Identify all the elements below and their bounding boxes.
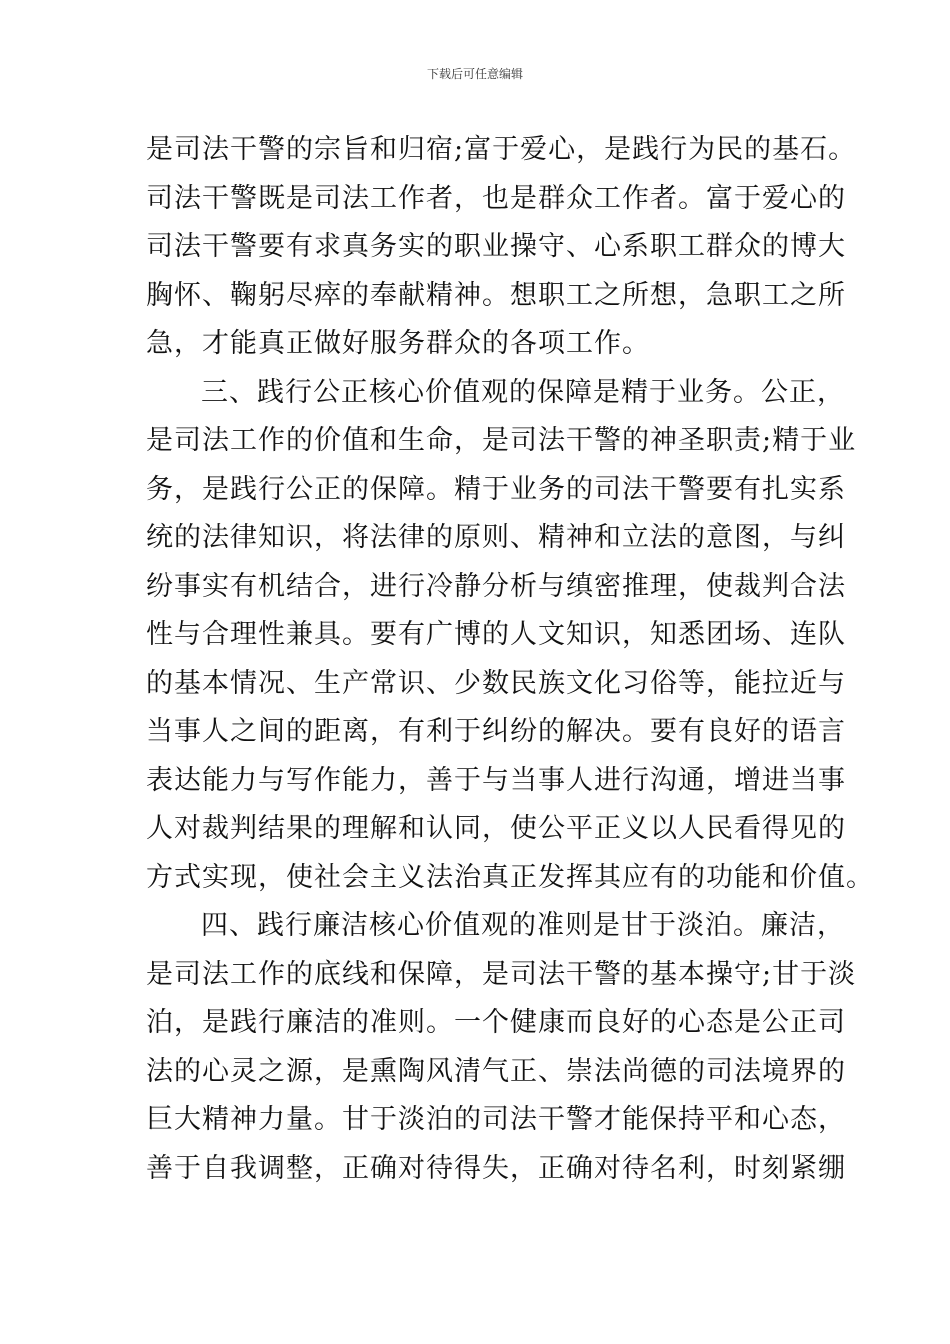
text-line: 的基本情况、生产常识、少数民族文化习俗等，能拉近与 — [146, 667, 846, 699]
section-four-heading-line: 四、践行廉洁核心价值观的准则是甘于淡泊。廉洁， — [201, 910, 845, 941]
section-three-heading-line: 三、践行公正核心价值观的保障是精于业务。公正， — [201, 376, 845, 408]
text-line: 泊，是践行廉洁的准则。一个健康而良好的心态是公正司 — [146, 1007, 846, 1038]
text-line: 是司法工作的底线和保障，是司法干警的基本操守;甘于淡 — [146, 958, 857, 990]
text-line: 表达能力与写作能力，善于与当事人进行沟通，增进当事 — [146, 764, 846, 796]
text-line: 巨大精神力量。甘于淡泊的司法干警才能保持平和心态， — [146, 1104, 846, 1135]
text-line: 司法干警要有求真务实的职业操守、心系职工群众的博大 — [146, 231, 846, 262]
text-line: 方式实现，使社会主义法治真正发挥其应有的功能和价值。 — [146, 861, 874, 893]
text-line: 善于自我调整，正确对待得失，正确对待名利，时刻紧绷 — [146, 1152, 846, 1184]
text-line: 是司法干警的宗旨和归宿;富于爱心，是践行为民的基石。 — [146, 134, 857, 165]
text-line: 是司法工作的价值和生命，是司法干警的神圣职责;精于业 — [146, 425, 857, 456]
text-line: 胸怀、鞠躬尽瘁的奉献精神。想职工之所想，急职工之所 — [146, 279, 846, 311]
text-line: 法的心灵之源，是熏陶风清气正、崇法尚德的司法境界的 — [146, 1055, 846, 1087]
text-line: 当事人之间的距离，有利于纠纷的解决。要有良好的语言 — [146, 716, 846, 747]
page-header: 下载后可任意编辑 — [426, 67, 523, 81]
text-line: 人对裁判结果的理解和认同，使公平正义以人民看得见的 — [146, 813, 846, 844]
text-line: 性与合理性兼具。要有广博的人文知识，知悉团场、连队 — [146, 619, 846, 650]
text-line: 务，是践行公正的保障。精于业务的司法干警要有扎实系 — [146, 473, 846, 505]
text-line: 急，才能真正做好服务群众的各项工作。 — [146, 328, 650, 359]
text-line: 司法干警既是司法工作者，也是群众工作者。富于爱心的 — [146, 182, 846, 214]
text-line: 纷事实有机结合，进行冷静分析与缜密推理，使裁判合法 — [146, 570, 846, 602]
document-body — [146, 126, 874, 1193]
text-line: 统的法律知识，将法律的原则、精神和立法的意图，与纠 — [146, 522, 846, 553]
